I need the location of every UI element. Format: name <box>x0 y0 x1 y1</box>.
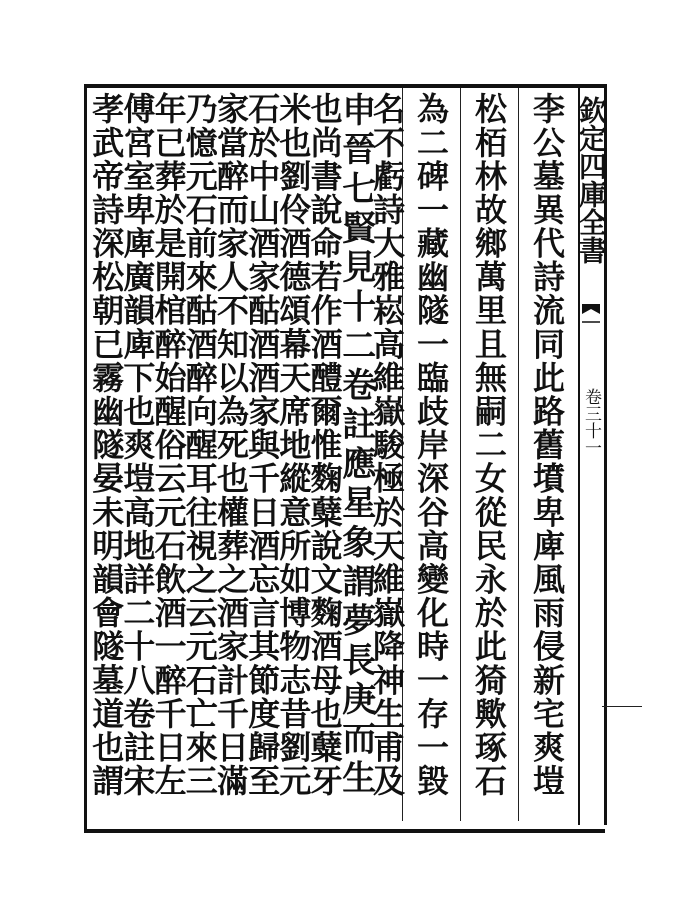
column-text: 年已葬於是開棺醉始醒俗云元石飲酒一醉千日左 <box>149 92 188 798</box>
text-column-9 <box>212 92 250 816</box>
column-text: 名不虧詩大雅崧高維嶽駿極於天維嶽降神生甫及 <box>368 92 406 798</box>
column-text: 也尚書說命若作酒醴爾惟麴糵說文麴酒母也糵牙 <box>305 92 344 798</box>
text-column-2 <box>460 92 518 816</box>
column-text: 松栢林故鄉萬里且無嗣二女從民永於此猗歟琢石 <box>470 92 508 798</box>
text-column-10 <box>180 92 219 816</box>
text-column-13 <box>87 92 126 816</box>
column-text: 孝武帝詩深松朝已霧幽隧晏未明韻會隧墓道也謂 <box>87 92 126 798</box>
column-text: 為二碑一藏幽隧一臨歧岸深谷高變化時一存一毀 <box>412 92 450 798</box>
fishtail-mark-icon <box>580 300 602 340</box>
text-column-5 <box>335 92 376 816</box>
text-column-6 <box>305 92 344 816</box>
column-text: 傅宮室卑庳廣韻庳下也爽塏高地詳二十八卷註宋 <box>118 92 157 798</box>
column-text: 李公墓異代詩流同此路舊墳卑庳風雨侵新宅爽塏 <box>528 92 566 798</box>
text-column-3 <box>402 92 460 816</box>
text-column-11 <box>149 92 188 816</box>
margin-book-title: 欽定四庫全書 <box>575 96 608 264</box>
column-text: 乃憶元石前來酤酒醉向醒耳往視之云元石亡來三 <box>180 92 219 798</box>
text-column-1 <box>518 92 576 816</box>
column-text: 家當醉而家人不知以為死也權葬之酒家計千日滿 <box>212 92 250 798</box>
text-column-8 <box>243 92 282 816</box>
column-text: 米也劉伶酒德頌幕天席地縱意所如博物志昔劉元 <box>274 92 313 798</box>
margin-tick <box>602 706 642 707</box>
text-column-12 <box>118 92 157 816</box>
text-column-7 <box>274 92 313 816</box>
margin-juan-number: 卷三十一 <box>581 388 601 456</box>
column-text: 石於中山酒家酤酒酒家與千日酒忘言其節度歸至 <box>243 92 282 798</box>
column-text: 申晉七賢見十二卷註應星象謂夢長庚而生 <box>335 92 376 799</box>
